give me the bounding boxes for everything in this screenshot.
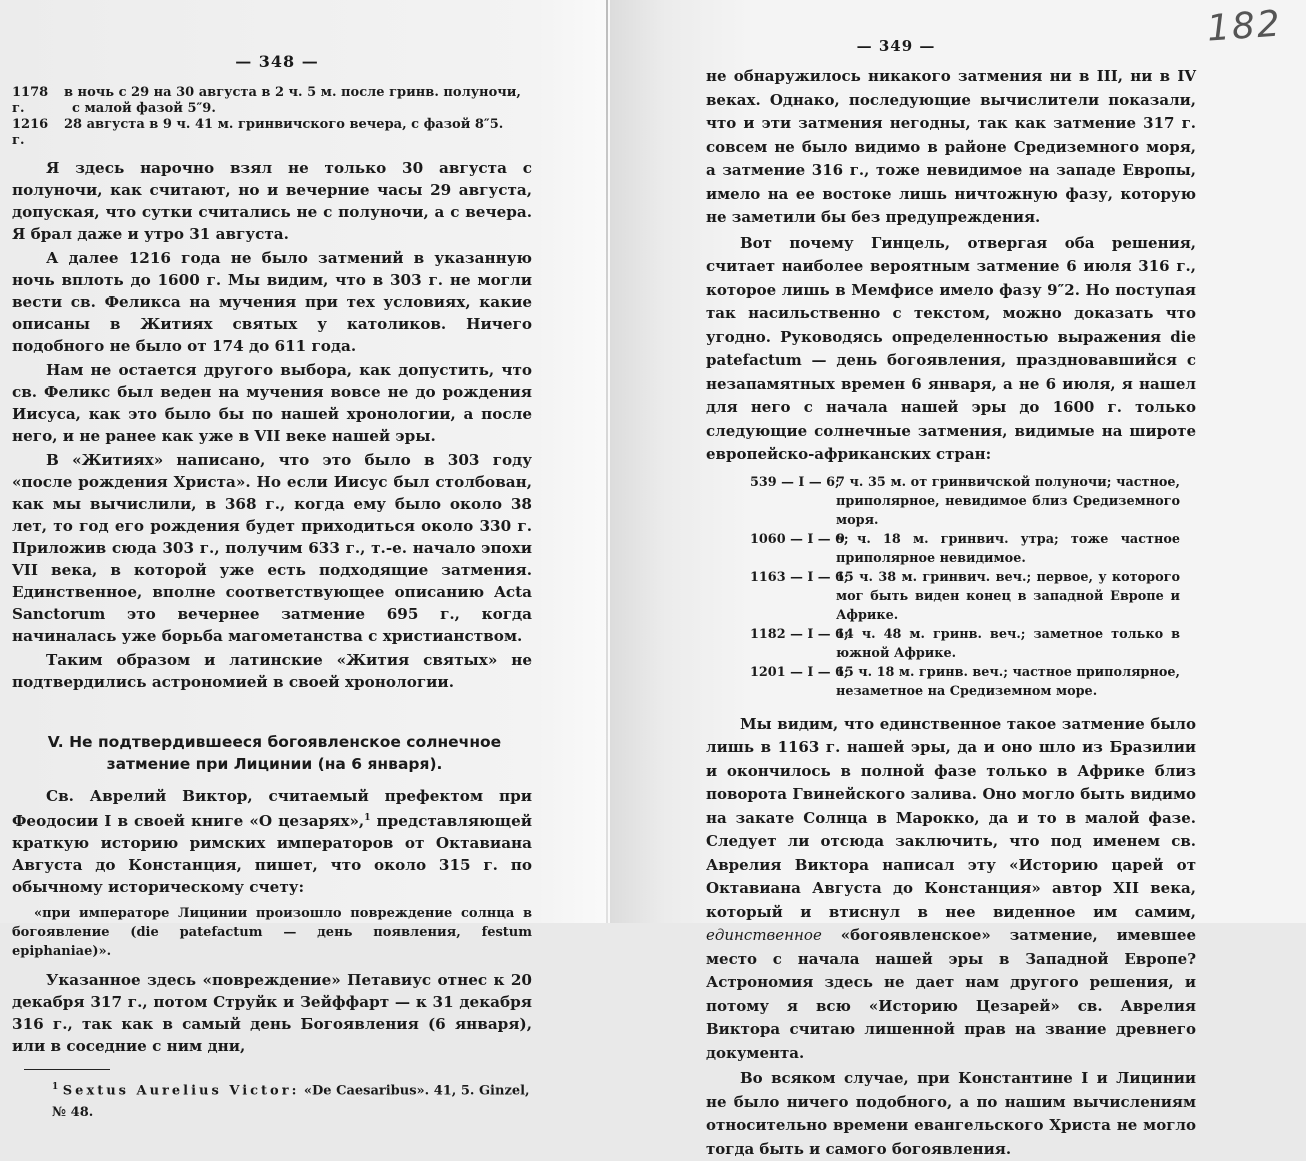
handwritten-page-mark: 182 [1205, 3, 1284, 50]
eclipse-list [750, 473, 1180, 701]
eclipse-entry-1216 [12, 117, 532, 149]
paragraph: Вот почему Гинцель, отвергая оба решения, считает наиболее вероятным затмение 6 июля 316 г., которое лишь в Мемфисе имело фазу 9″2. Но поступая так насильственно с текстом, можно доказать что угодно. Руководясь определенностью выражения die patefactum — день богоявления, праздновавшийся с незапамятных времен 6 января, а не 6 июля, я нашел для него с начала нашей эры до 1600 г. только следующие солнечные затмения, видимые на широте европейско-африканских стран: [706, 233, 1196, 463]
page-number-348: — 348 — [235, 52, 319, 71]
entry-text: 28 августа в 9 ч. 41 м. гринвичского вечера, с фазой 8″5. [64, 117, 504, 132]
footnote-author: Sextus Aurelius Victor: [62, 1083, 300, 1099]
eclipse-date: 1163 — I — 6; [750, 569, 849, 585]
eclipse-description: 15 ч. 38 м. гринвич. веч.; первое, у которого мог быть виден конец в западной Европе и Африке. [836, 569, 1180, 623]
section-paragraph-part-b: представляющей краткую историю римских императоров от Октавиана Августа до Констанция, пишет, что около 315 г. по обычному историческому счету: [12, 812, 532, 897]
eclipse-item [750, 473, 1180, 530]
eclipse-description: 14 ч. 48 м. гринв. веч.; заметное только в южной Африке. [836, 626, 1180, 661]
paragraph: Таким образом и латинские «Жития святых» не подтвердились астрономией в своей хронологии. [12, 651, 532, 691]
paragraph: не обнаружилось никакого затмения ни в III, ни в IV веках. Однако, последующие вычислители показали, что и эти затмения негодны, так как затмение 317 г. совсем не было видимо в районе Средиземного моря, а затмение 316 г., тоже невидимое на западе Европы, имело на ее востоке лишь ничтожную фазу, которую не заметили бы без предупреждения. [706, 67, 1196, 226]
eclipse-description: 9 ч. 18 м. гринвич. утра; тоже частное приполярное невидимое. [836, 531, 1180, 566]
section-paragraph-part-a: Св. Аврелий Виктор, считаемый префектом при Феодосии I в своей книге «О цезарях», [12, 787, 532, 831]
paragraph-part-a: Мы видим, что единственное такое затмение было лишь в 1163 г. нашей эры, да и оно шло из Бразилии и окончилось в полной фазе только в Африке близ поворота Гвинейского залива. Оно могло быть видимо на закате Солнца в Марокко, да и то в малой фазе. Следует ли отсюда заключить, что под именем св. Аврелия Виктора написал эту «Историю царей от Октавиана Августа до Констанция» автор XII века, который и втиснул в нее виденное им самим, [706, 714, 1196, 921]
eclipse-date: 539 — I — 6; [750, 474, 840, 490]
left-page-text [12, 85, 532, 1124]
paragraph: А далее 1216 года не было затмений в указанную ночь вплоть до 1600 г. Мы видим, что в 303 г. не могли вести св. Феликса на мучения при тех условиях, какие описаны в Житиях святых у католиков. Ничего подобного не было от 174 до 611 года. [12, 249, 532, 355]
book-gutter [606, 0, 608, 923]
right-page-text [706, 65, 1196, 1161]
footnote-marker: 1 [52, 1082, 59, 1093]
entry-text: в ночь с 29 на 30 августа в 2 ч. 5 м. после гринв. полуночи, с малой фазой 5″9. [64, 85, 521, 116]
section-paragraph [12, 785, 532, 898]
eclipse-description: 15 ч. 18 м. гринв. веч.; частное приполярное, незаметное на Средиземном море. [836, 664, 1180, 699]
eclipse-item [750, 530, 1180, 568]
entry-year: 1178 г. [12, 85, 49, 116]
section-title: V. Не подтвердившееся богоявленское солнечное затмение при Лицинии (на 6 января). [47, 733, 502, 773]
footnote-reference[interactable]: 1 [364, 813, 371, 823]
section-paragraph: Указанное здесь «повреждение» Петавиус отнес к 20 декабря 317 г., потом Струйк и Зейффарт — к 31 декабря 316 г., так как в самый день Богоявления (6 января), или в соседние с ним дни, [12, 971, 532, 1056]
eclipse-date: 1060 — I — 6; [750, 531, 849, 547]
eclipse-item [750, 663, 1180, 701]
eclipse-description: 7 ч. 35 м. от гринвичской полуночи; частное, приполярное, невидимое близ Средиземного моря. [836, 474, 1180, 528]
paragraph [706, 713, 1196, 1066]
eclipse-date: 1201 — I — 6; [750, 664, 849, 680]
quotation: «при императоре Лицинии произошло повреждение солнца в богоявление (die patefactum — день появления, festum epiphaniae)». [12, 906, 532, 960]
paragraph: В «Житиях» написано, что это было в 303 году «после рождения Христа». Но если Иисус был столбован, как мы вычислили, в 368 г., когда ему было около 38 лет, то год его рождения будет приходиться около 330 г. Приложив сюда 303 г., получим 633 г., т.-е. начало эпохи VII века, в которой уже есть подходящие затмения. Единственное, вполне соответствующее описанию Acta Sanctorum это вечернее затмение 695 г., когда начиналась уже борьба магометанства с христианством. [12, 451, 532, 645]
footnote-citation: «De Caesaribus». 41, 5. Ginzel, № 48. [52, 1083, 530, 1121]
footnote [12, 1076, 532, 1124]
page-number-349: — 349 — [856, 37, 936, 55]
footnote-divider [24, 1069, 110, 1070]
left-page [0, 0, 610, 1121]
right-page [610, 0, 1306, 1158]
paragraph: Во всяком случае, при Константине I и Лицинии не было ничего подобного, а по нашим вычислениям относительно времени евангельского Христа не могло тогда быть и самого богоявления. [706, 1069, 1196, 1158]
entry-year: 1216 г. [12, 117, 49, 148]
eclipse-item [750, 568, 1180, 625]
emphasis: единственное [706, 926, 822, 944]
eclipse-date: 1182 — I — 6; [750, 626, 849, 642]
eclipse-entry-1178 [12, 85, 532, 117]
paragraph: Нам не остается другого выбора, как допустить, что св. Феликс был веден на мучения вовсе не до рождения Иисуса, как это было бы по нашей хронологии, а после него, и не ранее как уже в VII веке нашей эры. [12, 361, 532, 445]
eclipse-item [750, 625, 1180, 663]
paragraph-part-b: «богоявленское» затмение, имевшее место с начала нашей эры в Западной Европе? Астрономия здесь не дает нам другого решения, и потому я всю «Историю Цезарей» св. Аврелия Виктора считаю лишенной прав на звание древнего документа. [706, 926, 1196, 1062]
paragraph: Я здесь нарочно взял не только 30 августа с полуночи, как считают, но и вечерние часы 29 августа, допуская, что сутки считались не с полуночи, а с вечера. Я брал даже и утро 31 августа. [12, 159, 532, 243]
